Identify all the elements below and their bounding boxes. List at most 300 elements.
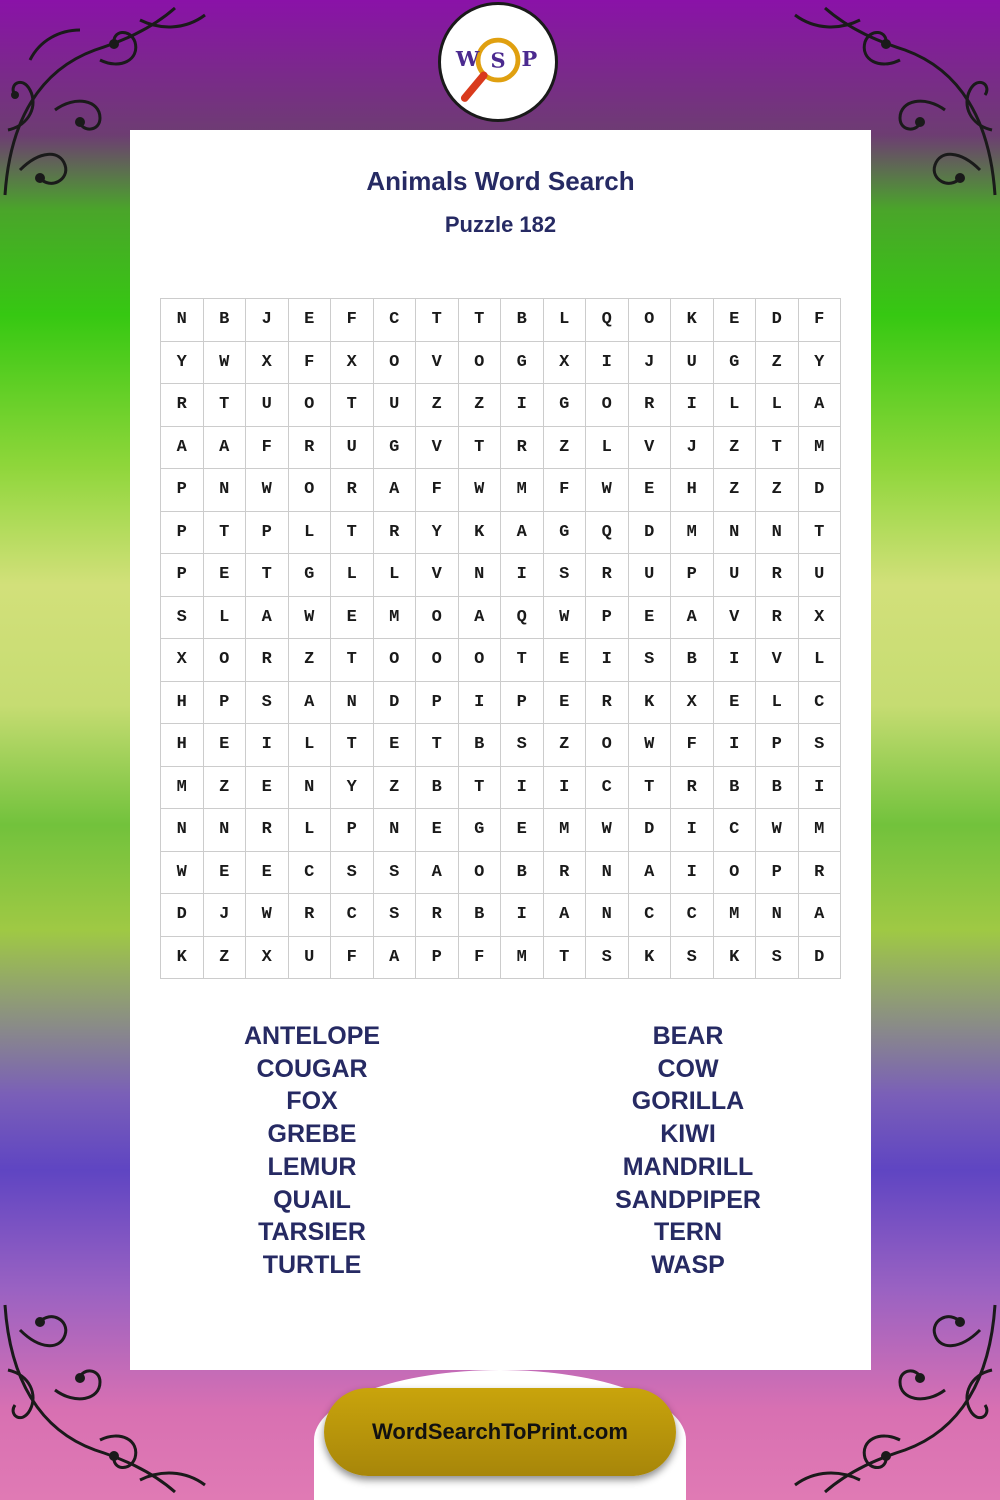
grid-cell[interactable]: M bbox=[671, 511, 714, 554]
grid-cell[interactable]: X bbox=[671, 681, 714, 724]
grid-cell[interactable]: F bbox=[671, 724, 714, 767]
grid-row bbox=[161, 384, 841, 427]
grid-cell[interactable]: E bbox=[628, 596, 671, 639]
grid-row bbox=[161, 299, 841, 342]
grid-cell[interactable]: D bbox=[798, 469, 841, 512]
grid-cell[interactable]: O bbox=[458, 851, 501, 894]
grid-cell[interactable]: K bbox=[161, 936, 204, 979]
grid-cell[interactable]: J bbox=[671, 426, 714, 469]
grid-cell[interactable]: E bbox=[246, 851, 289, 894]
grid-cell[interactable]: M bbox=[373, 596, 416, 639]
grid-cell[interactable]: E bbox=[373, 724, 416, 767]
grid-cell[interactable]: A bbox=[628, 851, 671, 894]
grid-cell[interactable]: E bbox=[203, 554, 246, 597]
grid-cell[interactable]: R bbox=[246, 639, 289, 682]
grid-cell[interactable]: Z bbox=[416, 384, 459, 427]
grid-cell[interactable]: N bbox=[161, 299, 204, 342]
grid-cell[interactable]: U bbox=[288, 936, 331, 979]
grid-cell[interactable]: I bbox=[458, 681, 501, 724]
word-list-item: GREBE bbox=[267, 1120, 357, 1149]
grid-cell[interactable]: R bbox=[586, 554, 629, 597]
grid-cell[interactable]: Z bbox=[756, 341, 799, 384]
logo-letter-s: S bbox=[490, 47, 506, 73]
grid-cell[interactable]: P bbox=[331, 809, 374, 852]
grid-cell[interactable]: I bbox=[671, 851, 714, 894]
word-list-item: BEAR bbox=[652, 1022, 724, 1050]
grid-cell[interactable]: I bbox=[246, 724, 289, 767]
grid-cell[interactable]: N bbox=[161, 809, 204, 852]
grid-cell[interactable]: S bbox=[543, 554, 586, 597]
grid-cell[interactable]: T bbox=[501, 639, 544, 682]
grid-cell[interactable]: M bbox=[798, 809, 841, 852]
grid-cell[interactable]: W bbox=[543, 596, 586, 639]
grid-cell[interactable]: E bbox=[288, 299, 331, 342]
grid-cell[interactable]: H bbox=[671, 469, 714, 512]
grid-cell[interactable]: T bbox=[543, 936, 586, 979]
grid-cell[interactable]: B bbox=[458, 724, 501, 767]
grid-cell[interactable]: P bbox=[756, 851, 799, 894]
grid-cell[interactable]: I bbox=[713, 724, 756, 767]
grid-cell[interactable]: N bbox=[331, 681, 374, 724]
grid-cell[interactable]: G bbox=[458, 809, 501, 852]
word-list-item: SANDPIPER bbox=[615, 1185, 761, 1214]
grid-cell[interactable]: R bbox=[161, 384, 204, 427]
grid-cell[interactable]: L bbox=[288, 809, 331, 852]
grid-cell[interactable]: G bbox=[373, 426, 416, 469]
grid-cell[interactable]: B bbox=[671, 639, 714, 682]
grid-cell[interactable]: T bbox=[756, 426, 799, 469]
grid-cell[interactable]: C bbox=[288, 851, 331, 894]
grid-cell[interactable]: C bbox=[373, 299, 416, 342]
grid-cell[interactable]: T bbox=[331, 384, 374, 427]
grid-cell[interactable]: H bbox=[161, 724, 204, 767]
grid-cell[interactable]: A bbox=[798, 384, 841, 427]
word-list-item: TERN bbox=[653, 1218, 723, 1247]
grid-cell[interactable]: W bbox=[628, 724, 671, 767]
grid-cell[interactable]: F bbox=[458, 936, 501, 979]
grid-cell[interactable]: X bbox=[798, 596, 841, 639]
grid-cell[interactable]: A bbox=[203, 426, 246, 469]
grid-cell[interactable]: C bbox=[628, 894, 671, 937]
word-list-item: ANTELOPE bbox=[243, 1022, 381, 1050]
wsp-logo[interactable] bbox=[438, 2, 558, 122]
grid-cell[interactable]: B bbox=[713, 766, 756, 809]
logo-letter-w: W bbox=[455, 45, 480, 71]
grid-cell[interactable]: F bbox=[543, 469, 586, 512]
grid-cell[interactable]: K bbox=[713, 936, 756, 979]
word-list-right bbox=[538, 1020, 838, 1282]
grid-cell[interactable]: S bbox=[373, 894, 416, 937]
grid-cell[interactable]: X bbox=[331, 341, 374, 384]
grid-cell[interactable]: W bbox=[756, 809, 799, 852]
grid-cell[interactable]: T bbox=[246, 554, 289, 597]
grid-cell[interactable]: I bbox=[671, 384, 714, 427]
grid-cell[interactable]: R bbox=[628, 384, 671, 427]
grid-cell[interactable]: E bbox=[713, 299, 756, 342]
grid-cell[interactable]: C bbox=[331, 894, 374, 937]
grid-cell[interactable]: C bbox=[671, 894, 714, 937]
grid-cell[interactable]: Z bbox=[756, 469, 799, 512]
grid-cell[interactable]: O bbox=[203, 639, 246, 682]
grid-cell[interactable]: P bbox=[416, 681, 459, 724]
grid-cell[interactable]: G bbox=[543, 511, 586, 554]
grid-cell[interactable]: O bbox=[713, 851, 756, 894]
grid-cell[interactable]: G bbox=[713, 341, 756, 384]
word-list-item: KIWI bbox=[660, 1120, 716, 1149]
puzzle-subtitle: Puzzle 182 bbox=[444, 212, 557, 237]
grid-cell[interactable]: A bbox=[501, 511, 544, 554]
grid-cell[interactable]: M bbox=[713, 894, 756, 937]
grid-cell[interactable]: B bbox=[501, 299, 544, 342]
grid-cell[interactable]: B bbox=[458, 894, 501, 937]
grid-row bbox=[161, 596, 841, 639]
word-list-item: MANDRILL bbox=[622, 1152, 754, 1181]
puzzle-sheet bbox=[130, 130, 871, 1370]
grid-cell[interactable]: R bbox=[756, 554, 799, 597]
grid-cell[interactable]: Y bbox=[331, 766, 374, 809]
word-list-item: FOX bbox=[286, 1087, 338, 1116]
grid-cell[interactable]: C bbox=[586, 766, 629, 809]
grid-cell[interactable]: P bbox=[161, 469, 204, 512]
grid-cell[interactable]: W bbox=[288, 596, 331, 639]
website-link-button[interactable] bbox=[324, 1388, 676, 1476]
grid-row bbox=[161, 511, 841, 554]
grid-cell[interactable]: A bbox=[458, 596, 501, 639]
grid-cell[interactable]: X bbox=[246, 341, 289, 384]
grid-cell[interactable]: J bbox=[246, 299, 289, 342]
grid-row bbox=[161, 426, 841, 469]
puzzle-title: Animals Word Search bbox=[366, 166, 635, 196]
grid-cell[interactable]: N bbox=[458, 554, 501, 597]
grid-cell[interactable]: F bbox=[288, 341, 331, 384]
grid-cell[interactable]: M bbox=[501, 936, 544, 979]
grid-cell[interactable]: O bbox=[288, 384, 331, 427]
grid-cell[interactable]: L bbox=[756, 681, 799, 724]
grid-cell[interactable]: I bbox=[501, 554, 544, 597]
grid-cell[interactable]: W bbox=[246, 894, 289, 937]
grid-cell[interactable]: W bbox=[586, 469, 629, 512]
grid-cell[interactable]: E bbox=[713, 681, 756, 724]
grid-cell[interactable]: Y bbox=[798, 341, 841, 384]
grid-cell[interactable]: Z bbox=[203, 766, 246, 809]
grid-cell[interactable]: W bbox=[161, 851, 204, 894]
grid-cell[interactable]: N bbox=[586, 851, 629, 894]
grid-cell[interactable]: N bbox=[713, 511, 756, 554]
grid-cell[interactable]: Z bbox=[543, 426, 586, 469]
grid-cell[interactable]: Q bbox=[501, 596, 544, 639]
grid-cell[interactable]: F bbox=[416, 469, 459, 512]
grid-cell[interactable]: E bbox=[246, 766, 289, 809]
grid-cell[interactable]: S bbox=[501, 724, 544, 767]
grid-cell[interactable]: I bbox=[586, 341, 629, 384]
grid-cell[interactable]: Z bbox=[713, 426, 756, 469]
grid-cell[interactable]: P bbox=[501, 681, 544, 724]
grid-cell[interactable]: A bbox=[543, 894, 586, 937]
grid-cell[interactable]: P bbox=[586, 596, 629, 639]
grid-cell[interactable]: S bbox=[671, 936, 714, 979]
grid-cell[interactable]: O bbox=[628, 299, 671, 342]
grid-cell[interactable]: I bbox=[543, 766, 586, 809]
grid-cell[interactable]: K bbox=[458, 511, 501, 554]
grid-cell[interactable]: T bbox=[416, 299, 459, 342]
grid-row bbox=[161, 809, 841, 852]
grid-cell[interactable]: O bbox=[458, 341, 501, 384]
grid-cell[interactable]: E bbox=[416, 809, 459, 852]
grid-cell[interactable]: R bbox=[671, 766, 714, 809]
grid-cell[interactable]: T bbox=[458, 426, 501, 469]
grid-row bbox=[161, 341, 841, 384]
grid-cell[interactable]: R bbox=[246, 809, 289, 852]
grid-cell[interactable]: O bbox=[288, 469, 331, 512]
grid-cell[interactable]: J bbox=[203, 894, 246, 937]
grid-cell[interactable]: Q bbox=[586, 299, 629, 342]
grid-cell[interactable]: U bbox=[713, 554, 756, 597]
grid-cell[interactable]: L bbox=[331, 554, 374, 597]
grid-cell[interactable]: N bbox=[756, 894, 799, 937]
grid-cell[interactable]: F bbox=[331, 299, 374, 342]
grid-cell[interactable]: K bbox=[671, 299, 714, 342]
grid-cell[interactable]: P bbox=[161, 554, 204, 597]
grid-cell[interactable]: U bbox=[331, 426, 374, 469]
word-list-item: LEMUR bbox=[267, 1152, 357, 1181]
word-list-item: COW bbox=[657, 1054, 719, 1083]
grid-cell[interactable]: X bbox=[543, 341, 586, 384]
grid-cell[interactable]: P bbox=[756, 724, 799, 767]
grid-cell[interactable]: T bbox=[203, 384, 246, 427]
grid-cell[interactable]: G bbox=[288, 554, 331, 597]
grid-cell[interactable]: T bbox=[458, 299, 501, 342]
grid-row bbox=[161, 554, 841, 597]
grid-cell[interactable]: A bbox=[161, 426, 204, 469]
grid-cell[interactable]: M bbox=[161, 766, 204, 809]
grid-cell[interactable]: S bbox=[586, 936, 629, 979]
grid-cell[interactable]: O bbox=[416, 639, 459, 682]
grid-cell[interactable]: A bbox=[288, 681, 331, 724]
grid-cell[interactable]: R bbox=[416, 894, 459, 937]
word-list-item: GORILLA bbox=[631, 1087, 745, 1116]
grid-cell[interactable]: W bbox=[203, 341, 246, 384]
letter-grid bbox=[160, 298, 841, 979]
grid-cell[interactable]: Y bbox=[161, 341, 204, 384]
grid-cell[interactable]: W bbox=[246, 469, 289, 512]
grid-cell[interactable]: L bbox=[288, 511, 331, 554]
word-list-item: TURTLE bbox=[262, 1250, 362, 1279]
grid-cell[interactable]: M bbox=[798, 426, 841, 469]
grid-cell[interactable]: O bbox=[586, 384, 629, 427]
grid-cell[interactable]: P bbox=[203, 681, 246, 724]
grid-cell[interactable]: A bbox=[373, 469, 416, 512]
grid-row bbox=[161, 469, 841, 512]
grid-cell[interactable]: R bbox=[288, 894, 331, 937]
grid-cell[interactable]: S bbox=[373, 851, 416, 894]
grid-cell[interactable]: O bbox=[373, 639, 416, 682]
grid-cell[interactable]: V bbox=[713, 596, 756, 639]
grid-cell[interactable]: T bbox=[331, 639, 374, 682]
grid-cell[interactable]: D bbox=[161, 894, 204, 937]
grid-cell[interactable]: O bbox=[586, 724, 629, 767]
grid-cell[interactable]: I bbox=[798, 766, 841, 809]
grid-cell[interactable]: N bbox=[288, 766, 331, 809]
grid-cell[interactable]: D bbox=[373, 681, 416, 724]
word-list-item: WASP bbox=[651, 1250, 725, 1279]
grid-cell[interactable]: I bbox=[586, 639, 629, 682]
website-link-label: WordSearchToPrint.com bbox=[372, 1419, 628, 1444]
grid-cell[interactable]: Q bbox=[586, 511, 629, 554]
grid-cell[interactable]: N bbox=[203, 809, 246, 852]
grid-cell[interactable]: N bbox=[756, 511, 799, 554]
grid-cell[interactable]: F bbox=[331, 936, 374, 979]
grid-row bbox=[161, 851, 841, 894]
grid-cell[interactable]: D bbox=[628, 511, 671, 554]
grid-cell[interactable]: R bbox=[586, 681, 629, 724]
footer-banner bbox=[314, 1370, 686, 1500]
grid-cell[interactable]: I bbox=[501, 384, 544, 427]
grid-cell[interactable]: I bbox=[713, 639, 756, 682]
grid-cell[interactable]: O bbox=[416, 596, 459, 639]
grid-cell[interactable]: E bbox=[331, 596, 374, 639]
word-list-left bbox=[162, 1020, 462, 1282]
grid-cell[interactable]: C bbox=[798, 681, 841, 724]
grid-cell[interactable]: Z bbox=[458, 384, 501, 427]
grid-cell[interactable]: S bbox=[628, 639, 671, 682]
grid-cell[interactable]: P bbox=[671, 554, 714, 597]
grid-cell[interactable]: Z bbox=[543, 724, 586, 767]
grid-cell[interactable]: R bbox=[331, 469, 374, 512]
grid-cell[interactable]: D bbox=[756, 299, 799, 342]
grid-cell[interactable]: R bbox=[501, 426, 544, 469]
grid-cell[interactable]: E bbox=[203, 851, 246, 894]
grid-cell[interactable]: E bbox=[203, 724, 246, 767]
grid-cell[interactable]: L bbox=[713, 384, 756, 427]
logo-letter-p: P bbox=[521, 45, 538, 71]
grid-cell[interactable]: F bbox=[798, 299, 841, 342]
grid-cell[interactable]: L bbox=[586, 426, 629, 469]
grid-cell[interactable]: A bbox=[671, 596, 714, 639]
word-list-item: COUGAR bbox=[256, 1054, 368, 1083]
grid-cell[interactable]: R bbox=[373, 511, 416, 554]
grid-cell[interactable]: R bbox=[543, 851, 586, 894]
grid-cell[interactable]: B bbox=[501, 851, 544, 894]
grid-cell[interactable]: V bbox=[628, 426, 671, 469]
grid-cell[interactable]: X bbox=[161, 639, 204, 682]
grid-cell[interactable]: H bbox=[161, 681, 204, 724]
grid-cell[interactable]: G bbox=[543, 384, 586, 427]
grid-cell[interactable]: S bbox=[756, 936, 799, 979]
grid-cell[interactable]: N bbox=[586, 894, 629, 937]
grid-cell[interactable]: T bbox=[203, 511, 246, 554]
grid-cell[interactable]: J bbox=[628, 341, 671, 384]
grid-cell[interactable]: L bbox=[203, 596, 246, 639]
grid-cell[interactable]: L bbox=[798, 639, 841, 682]
grid-cell[interactable]: X bbox=[246, 936, 289, 979]
grid-cell[interactable]: K bbox=[628, 681, 671, 724]
grid-row bbox=[161, 724, 841, 767]
grid-cell[interactable]: P bbox=[416, 936, 459, 979]
grid-cell[interactable]: Z bbox=[203, 936, 246, 979]
grid-cell[interactable]: M bbox=[543, 809, 586, 852]
grid-cell[interactable]: K bbox=[628, 936, 671, 979]
grid-cell[interactable]: R bbox=[756, 596, 799, 639]
grid-cell[interactable]: A bbox=[246, 596, 289, 639]
grid-cell[interactable]: D bbox=[798, 936, 841, 979]
grid-cell[interactable]: R bbox=[288, 426, 331, 469]
grid-cell[interactable]: S bbox=[246, 681, 289, 724]
grid-cell[interactable]: L bbox=[543, 299, 586, 342]
grid-cell[interactable]: E bbox=[543, 681, 586, 724]
grid-cell[interactable]: I bbox=[501, 766, 544, 809]
grid-cell[interactable]: M bbox=[501, 469, 544, 512]
grid-cell[interactable]: W bbox=[586, 809, 629, 852]
grid-cell[interactable]: R bbox=[798, 851, 841, 894]
grid-row bbox=[161, 936, 841, 979]
grid-cell[interactable]: T bbox=[416, 724, 459, 767]
grid-cell[interactable]: U bbox=[628, 554, 671, 597]
grid-cell[interactable]: L bbox=[373, 554, 416, 597]
grid-cell[interactable]: T bbox=[331, 511, 374, 554]
grid-cell[interactable]: D bbox=[628, 809, 671, 852]
grid-cell[interactable]: L bbox=[756, 384, 799, 427]
grid-cell[interactable]: S bbox=[161, 596, 204, 639]
grid-cell[interactable]: N bbox=[203, 469, 246, 512]
grid-cell[interactable]: A bbox=[416, 851, 459, 894]
grid-cell[interactable]: G bbox=[501, 341, 544, 384]
grid-cell[interactable]: L bbox=[288, 724, 331, 767]
grid-cell[interactable]: B bbox=[416, 766, 459, 809]
grid-cell[interactable]: C bbox=[713, 809, 756, 852]
grid-cell[interactable]: E bbox=[628, 469, 671, 512]
grid-cell[interactable]: O bbox=[458, 639, 501, 682]
grid-row bbox=[161, 681, 841, 724]
grid-cell[interactable]: F bbox=[246, 426, 289, 469]
grid-cell[interactable]: P bbox=[246, 511, 289, 554]
grid-cell[interactable]: N bbox=[373, 809, 416, 852]
grid-cell[interactable]: I bbox=[501, 894, 544, 937]
grid-cell[interactable]: A bbox=[798, 894, 841, 937]
grid-cell[interactable]: V bbox=[756, 639, 799, 682]
grid-cell[interactable]: W bbox=[458, 469, 501, 512]
grid-cell[interactable]: V bbox=[416, 426, 459, 469]
grid-cell[interactable]: A bbox=[373, 936, 416, 979]
grid-cell[interactable]: U bbox=[671, 341, 714, 384]
grid-cell[interactable]: T bbox=[798, 511, 841, 554]
grid-row bbox=[161, 766, 841, 809]
grid-cell[interactable]: Z bbox=[713, 469, 756, 512]
grid-cell[interactable]: V bbox=[416, 341, 459, 384]
grid-cell[interactable]: O bbox=[373, 341, 416, 384]
grid-cell[interactable]: U bbox=[246, 384, 289, 427]
grid-cell[interactable]: B bbox=[756, 766, 799, 809]
grid-cell[interactable]: T bbox=[331, 724, 374, 767]
grid-cell[interactable]: V bbox=[416, 554, 459, 597]
grid-cell[interactable]: B bbox=[203, 299, 246, 342]
grid-cell[interactable]: U bbox=[373, 384, 416, 427]
grid-cell[interactable]: Z bbox=[373, 766, 416, 809]
grid-cell[interactable]: Z bbox=[288, 639, 331, 682]
grid-row bbox=[161, 894, 841, 937]
grid-cell[interactable]: T bbox=[458, 766, 501, 809]
grid-cell[interactable]: U bbox=[798, 554, 841, 597]
grid-cell[interactable]: I bbox=[671, 809, 714, 852]
grid-cell[interactable]: S bbox=[331, 851, 374, 894]
grid-row bbox=[161, 639, 841, 682]
grid-cell[interactable]: Y bbox=[416, 511, 459, 554]
grid-cell[interactable]: P bbox=[161, 511, 204, 554]
grid-cell[interactable]: T bbox=[628, 766, 671, 809]
grid-cell[interactable]: E bbox=[543, 639, 586, 682]
grid-cell[interactable]: S bbox=[798, 724, 841, 767]
grid-cell[interactable]: E bbox=[501, 809, 544, 852]
word-list-item: QUAIL bbox=[273, 1185, 351, 1214]
